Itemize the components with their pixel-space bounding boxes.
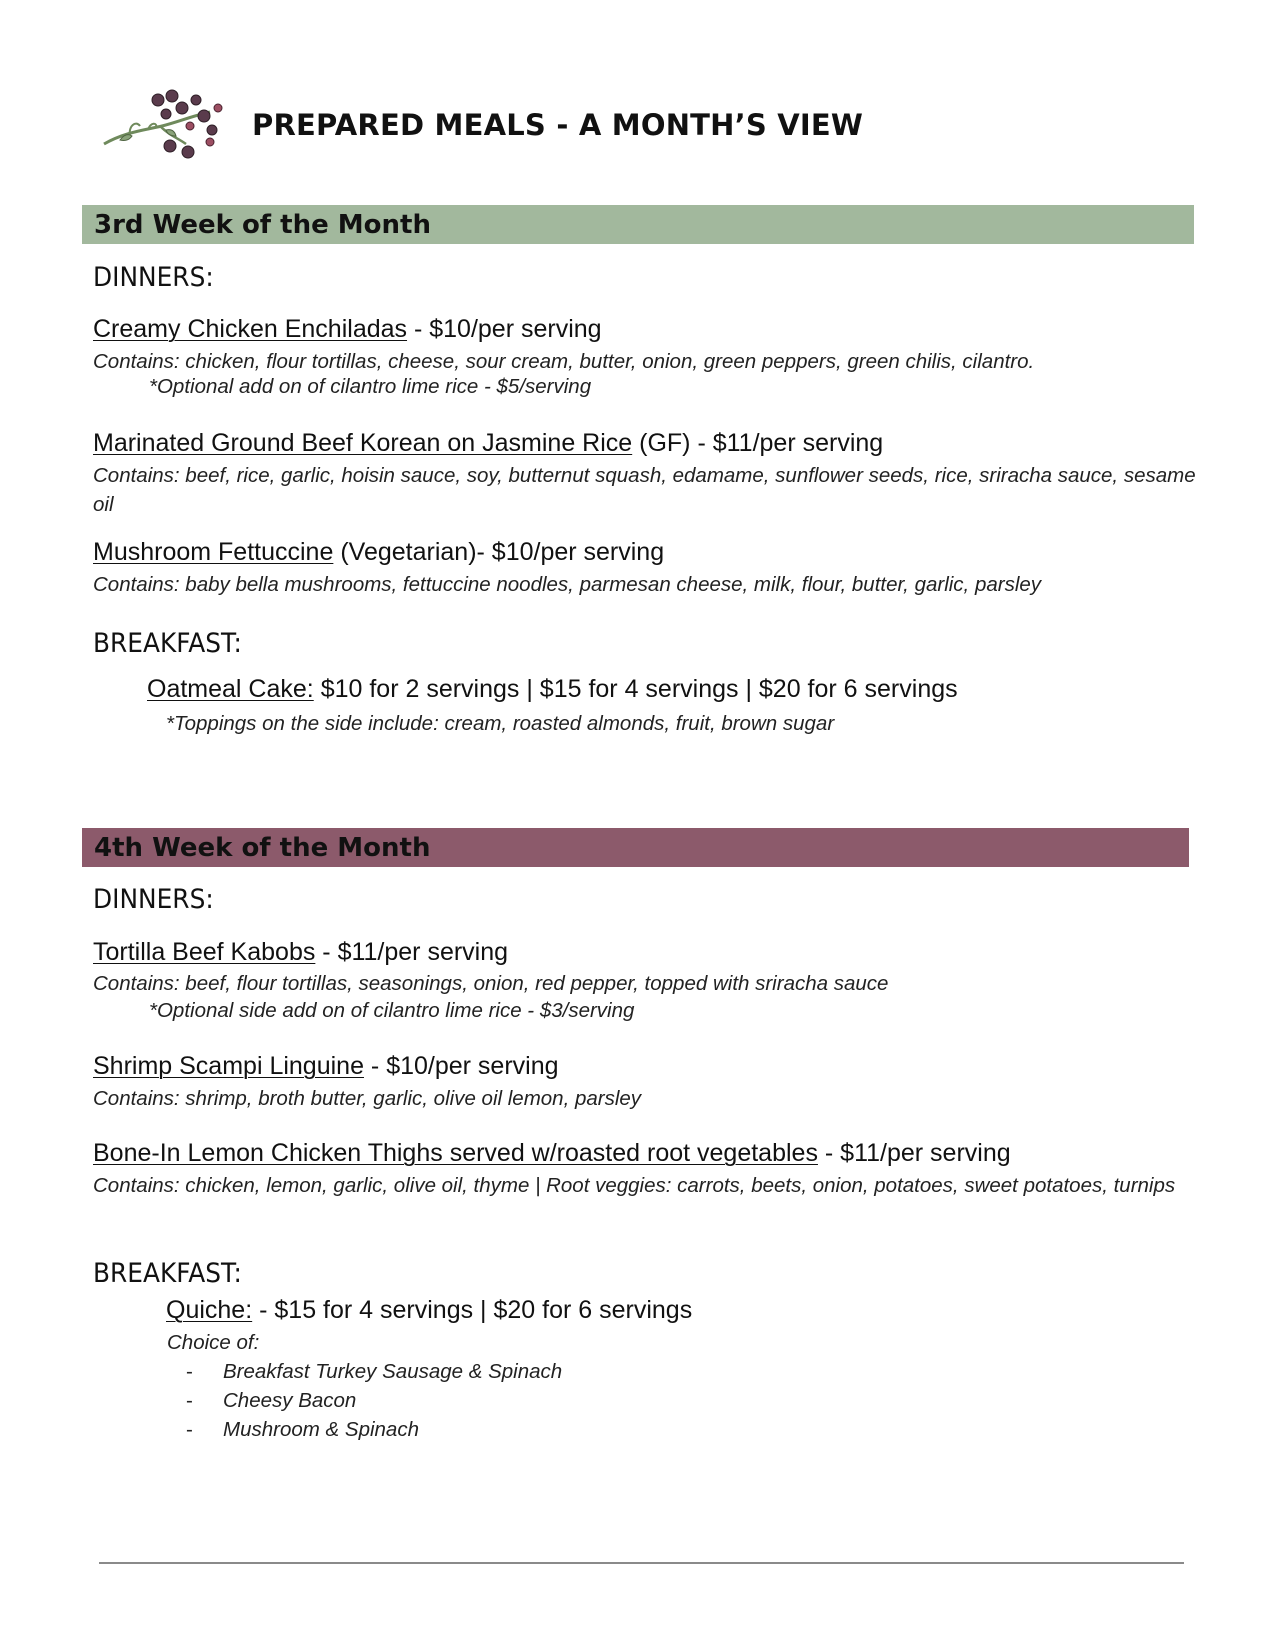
breakfast-price: $10 for 2 servings | $15 for 4 servings | $20 for 6 servings [313, 675, 958, 703]
dinner-contains: Contains: beef, flour tortillas, seasonings, onion, red pepper, topped with sriracha sauce [93, 972, 889, 995]
breakfast-name: Oatmeal Cake: [147, 675, 314, 703]
dinner-price: - $11/per serving [817, 1139, 1011, 1167]
breakfast-name: Quiche: [166, 1296, 253, 1324]
dinner-price: - $10/per serving [407, 315, 602, 343]
dinner-name: Shrimp Scampi Linguine [93, 1052, 364, 1080]
breakfast-heading: BREAKFAST: [93, 628, 242, 659]
dinners-heading: DINNERS: [93, 262, 214, 293]
breakfast-price: - $15 for 4 servings | $20 for 6 servings [252, 1296, 693, 1324]
bullet-dash: - [186, 1360, 193, 1383]
week-3-header [82, 205, 1194, 244]
dinner-contains: Contains: shrimp, broth butter, garlic, olive oil lemon, parsley [93, 1087, 642, 1110]
bullet-dash: - [186, 1389, 193, 1412]
dinner-item [93, 315, 602, 344]
dinner-contains: Contains: beef, rice, garlic, hoisin sauce, soy, butternut squash, edamame, sunflower seeds, rice, sriracha sauce, sesame oil [93, 464, 1196, 516]
dinner-name: Marinated Ground Beef Korean on Jasmine Rice [93, 429, 633, 457]
choice-label: Choice of: [167, 1331, 260, 1354]
week-3-title: 3rd Week of the Month [94, 210, 431, 240]
dinners-heading: DINNERS: [93, 884, 214, 915]
dinner-contains: Contains: chicken, flour tortillas, cheese, sour cream, butter, onion, green peppers, green chilis, cilantro. [93, 350, 1035, 373]
breakfast-item [147, 675, 958, 704]
quiche-option: Cheesy Bacon [223, 1389, 357, 1412]
dinner-price: (Vegetarian)- $10/per serving [333, 538, 665, 566]
dinner-price: (GF) - $11/per serving [632, 429, 884, 457]
dinner-item [93, 1139, 1011, 1168]
dinner-item [93, 538, 664, 567]
quiche-option: Mushroom & Spinach [223, 1418, 419, 1441]
breakfast-item [166, 1296, 692, 1325]
page-title: PREPARED MEALS - A MONTH’S VIEW [252, 108, 864, 142]
optional-note: *Optional add on of cilantro lime rice - $5/serving [149, 375, 592, 398]
toppings-note: *Toppings on the side include: cream, roasted almonds, fruit, brown sugar [166, 712, 835, 735]
dinner-item [93, 429, 883, 458]
week-4-title: 4th Week of the Month [94, 833, 431, 863]
dinner-name: Creamy Chicken Enchiladas [93, 315, 408, 343]
dinner-name: Mushroom Fettuccine [93, 538, 334, 566]
dinner-item [93, 1052, 559, 1081]
dinner-name: Bone-In Lemon Chicken Thighs served w/roasted root vegetables [93, 1139, 818, 1167]
bullet-dash: - [186, 1418, 193, 1441]
dinner-contains: Contains: baby bella mushrooms, fettuccine noodles, parmesan cheese, milk, flour, butter, garlic, parsley [93, 573, 1042, 596]
dinner-item [93, 938, 508, 967]
breakfast-heading: BREAKFAST: [93, 1258, 242, 1289]
quiche-option: Breakfast Turkey Sausage & Spinach [223, 1360, 563, 1383]
dinner-price: - $10/per serving [363, 1052, 559, 1080]
week-4-header [82, 828, 1189, 867]
dinner-price: - $11/per serving [315, 938, 509, 966]
dinner-contains: Contains: chicken, lemon, garlic, olive oil, thyme | Root veggies: carrots, beets, onion, potatoes, sweet potatoes, turnips [93, 1174, 1176, 1197]
optional-note: *Optional side add on of cilantro lime rice - $3/serving [149, 999, 635, 1022]
blackberry-branch-icon [100, 86, 230, 166]
dinner-name: Tortilla Beef Kabobs [93, 938, 316, 966]
footer-divider [99, 1562, 1184, 1564]
